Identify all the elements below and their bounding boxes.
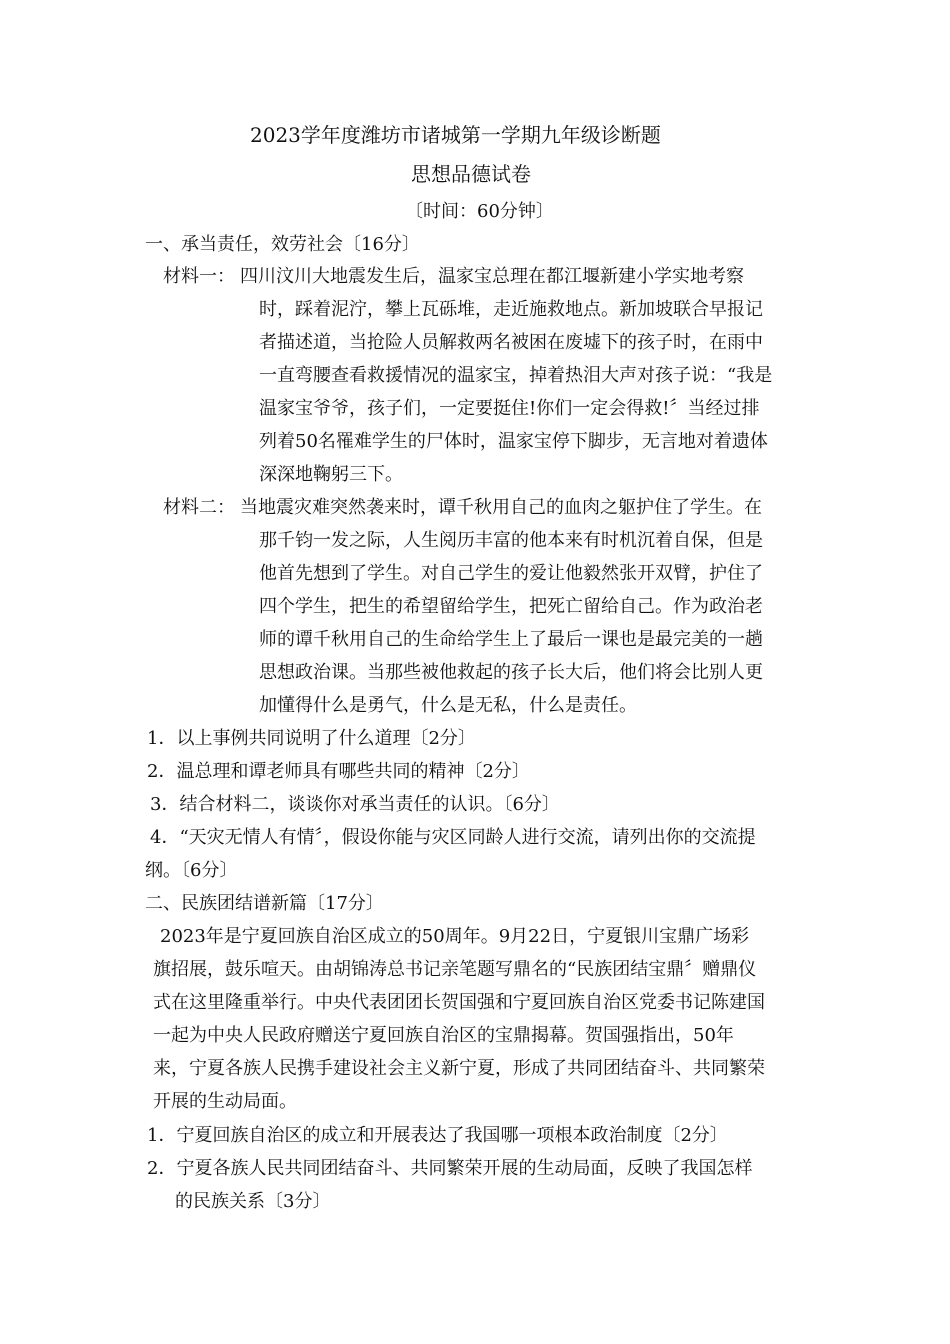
section1-question: 4．“天灾无情人有情〞，假设你能与灾区同龄人进行交流，请列出你的交流提 xyxy=(150,827,756,848)
exam-title: 2023学年度潍坊市诸城第一学期九年级诊断题 xyxy=(250,123,661,147)
material1-line: 一直弯腰查看救援情况的温家宝，掉着热泪大声对孩子说：“我是 xyxy=(259,365,773,386)
material2-line: 那千钧一发之际，人生阅历丰富的他本来有时机沉着自保，但是 xyxy=(259,530,763,551)
material1-label: 材料一： xyxy=(163,266,235,287)
exam-subtitle: 思想品德试卷 xyxy=(411,162,531,186)
section2-question: 的民族关系〔3分〕 xyxy=(175,1191,331,1212)
material1-line: 者描述道，当抢险人员解救两名被困在废墟下的孩子时，在雨中 xyxy=(259,332,763,353)
section2-passage-line: 一起为中央人民政府赠送宁夏回族自治区的宝鼎揭幕。贺国强指出，50年 xyxy=(153,1025,734,1046)
section2-passage-line: 来，宁夏各族人民携手建设社会主义新宁夏，形成了共同团结奋斗、共同繁荣 xyxy=(153,1058,765,1079)
section2-passage-line: 式在这里隆重举行。中央代表团团长贺国强和宁夏回族自治区党委书记陈建国 xyxy=(153,992,765,1013)
material1-line: 时，踩着泥泞，攀上瓦砾堆，走近施救地点。新加坡联合早报记 xyxy=(259,299,763,320)
section2-passage-line: 2023年是宁夏回族自治区成立的50周年。9月22日，宁夏银川宝鼎广场彩 xyxy=(160,926,750,947)
material2-line: 他首先想到了学生。对自己学生的爱让他毅然张开双臂，护住了 xyxy=(259,563,763,584)
section2-passage-line: 开展的生动局面。 xyxy=(153,1091,297,1112)
section2-passage-line: 旗招展，鼓乐喧天。由胡锦涛总书记亲笔题写鼎名的“民族团结宝鼎〞赠鼎仪 xyxy=(153,959,757,980)
section1-question: 2．温总理和谭老师具有哪些共同的精神〔2分〕 xyxy=(147,761,530,782)
material1-line: 列着50名罹难学生的尸体时，温家宝停下脚步，无言地对着遗体 xyxy=(259,431,768,452)
material2-line: 四个学生，把生的希望留给学生，把死亡留给自己。作为政治老 xyxy=(259,596,763,617)
section2-heading: 二、民族团结谱新篇〔17分〕 xyxy=(145,893,384,914)
material2-line: 思想政治课。当那些被他救起的孩子长大后，他们将会比别人更 xyxy=(259,662,763,683)
material2-line: 师的谭千秋用自己的生命给学生上了最后一课也是最完美的一趟 xyxy=(259,629,763,650)
section2-question: 1．宁夏回族自治区的成立和开展表达了我国哪一项根本政治制度〔2分〕 xyxy=(147,1125,728,1146)
section1-question: 纲。〔6分〕 xyxy=(145,860,238,881)
section1-heading: 一、承当责任，效劳社会〔16分〕 xyxy=(145,234,420,255)
section1-question: 1．以上事例共同说明了什么道理〔2分〕 xyxy=(147,728,476,749)
material1-line: 深深地鞠躬三下。 xyxy=(259,464,403,485)
material1-line: 四川汶川大地震发生后，温家宝总理在都江堰新建小学实地考察 xyxy=(240,266,744,287)
material2-line: 加懂得什么是勇气，什么是无私，什么是责任。 xyxy=(259,695,637,716)
section2-question: 2．宁夏各族人民共同团结奋斗、共同繁荣开展的生动局面，反映了我国怎样 xyxy=(147,1158,753,1179)
material1-line: 温家宝爷爷，孩子们，一定要挺住!你们一定会得救!〞当经过排 xyxy=(259,398,760,419)
time-note: 〔时间：60分钟〕 xyxy=(405,201,554,222)
material2-line: 当地震灾难突然袭来时，谭千秋用自己的血肉之躯护住了学生。在 xyxy=(240,497,762,518)
section1-question: 3．结合材料二，谈谈你对承当责任的认识。〔6分〕 xyxy=(150,794,560,815)
material2-label: 材料二： xyxy=(163,497,235,518)
